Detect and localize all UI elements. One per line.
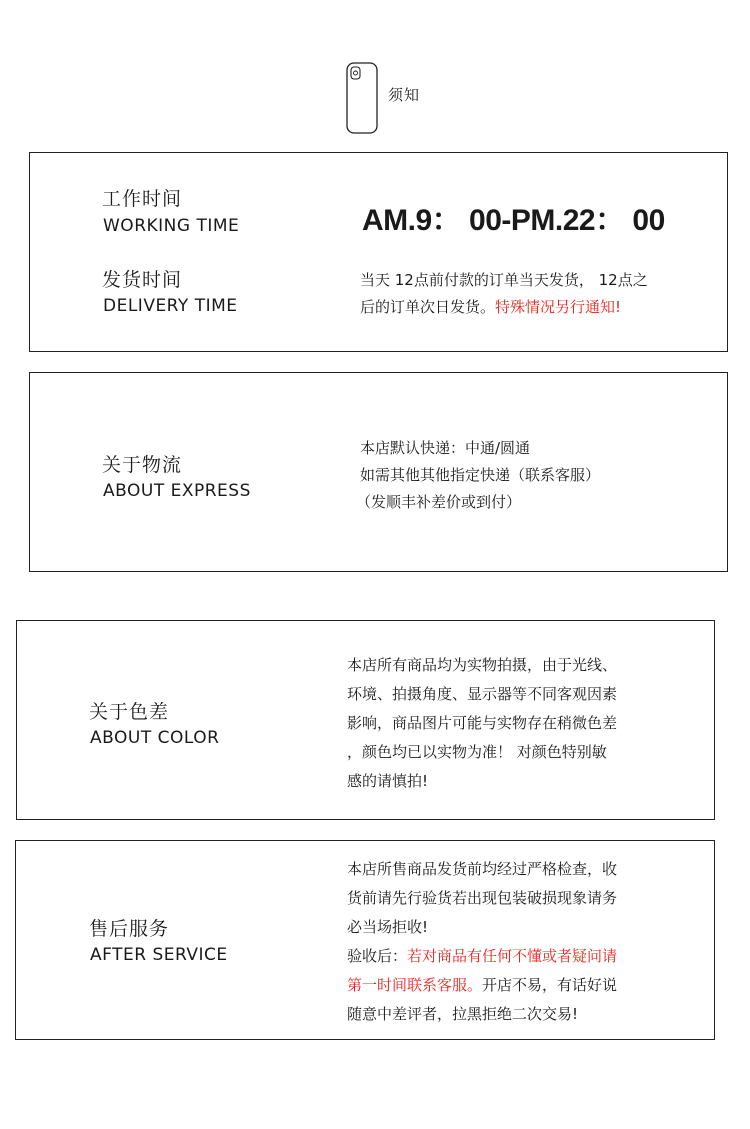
header-title: 须知 <box>388 86 421 104</box>
delivery-time-label-cn: 发货时间 <box>102 269 183 291</box>
working-delivery-panel <box>29 152 728 352</box>
notice-header <box>344 62 464 136</box>
phone-icon <box>344 62 380 134</box>
color-panel <box>16 620 715 820</box>
service-line-1: 本店所售商品发货前均经过严格检查，收 <box>347 860 618 878</box>
express-line-3: （发顺丰补差价或到付） <box>356 493 522 511</box>
color-line-3: 影响，商品图片可能与实物存在稍微色差 <box>347 714 618 732</box>
service-line-5 <box>347 971 617 1000</box>
delivery-line-2 <box>360 294 648 321</box>
express-label-en: ABOUT EXPRESS <box>103 481 251 501</box>
working-time-label-cn: 工作时间 <box>102 188 183 210</box>
express-label-cn: 关于物流 <box>102 454 183 476</box>
service-label-en: AFTER SERVICE <box>90 945 228 965</box>
working-hours: AM.9： 00-PM.22： 00 <box>362 204 665 237</box>
color-line-5: 感的请慎拍! <box>347 772 429 790</box>
delivery-line-2-text: 后的订单次日发货。 <box>360 298 496 316</box>
service-panel <box>15 840 715 1040</box>
color-line-2: 环境、拍摄角度、显示器等不同客观因素 <box>347 685 618 703</box>
service-line-4 <box>347 942 617 971</box>
delivery-notice-red: 特殊情况另行通知! <box>495 298 622 316</box>
service-line-3: 必当场拒收! <box>347 918 429 936</box>
color-description <box>347 651 617 796</box>
delivery-description <box>360 267 648 321</box>
express-line-1: 本店默认快递：中通/圆通 <box>360 439 531 457</box>
service-line-5-text: 开店不易，有话好说 <box>482 976 618 994</box>
color-line-1: 本店所有商品均为实物拍摄，由于光线、 <box>347 656 618 674</box>
express-panel <box>29 372 728 572</box>
delivery-time-label-en: DELIVERY TIME <box>103 296 238 316</box>
express-description <box>356 435 601 516</box>
working-time-label-en: WORKING TIME <box>103 216 240 236</box>
service-line-5-red: 第一时间联系客服。 <box>347 976 483 994</box>
service-description <box>347 855 617 1029</box>
service-line-4-red: 若对商品有任何不懂或者疑问请 <box>407 947 618 965</box>
service-line-6: 随意中差评者，拉黑拒绝二次交易! <box>347 1005 579 1023</box>
color-label-en: ABOUT COLOR <box>90 728 220 748</box>
service-line-4-text: 验收后： <box>347 947 408 965</box>
service-label-cn: 售后服务 <box>89 918 170 940</box>
color-line-4: ，颜色均已以实物为准！ 对颜色特别敏 <box>347 743 607 761</box>
delivery-line-1: 当天 12点前付款的订单当天发货， 12点之 <box>360 271 648 289</box>
color-label-cn: 关于色差 <box>89 701 170 723</box>
service-line-2: 货前请先行验货若出现包装破损现象请务 <box>347 889 618 907</box>
express-line-2: 如需其他其他指定快递（联系客服） <box>360 466 601 484</box>
